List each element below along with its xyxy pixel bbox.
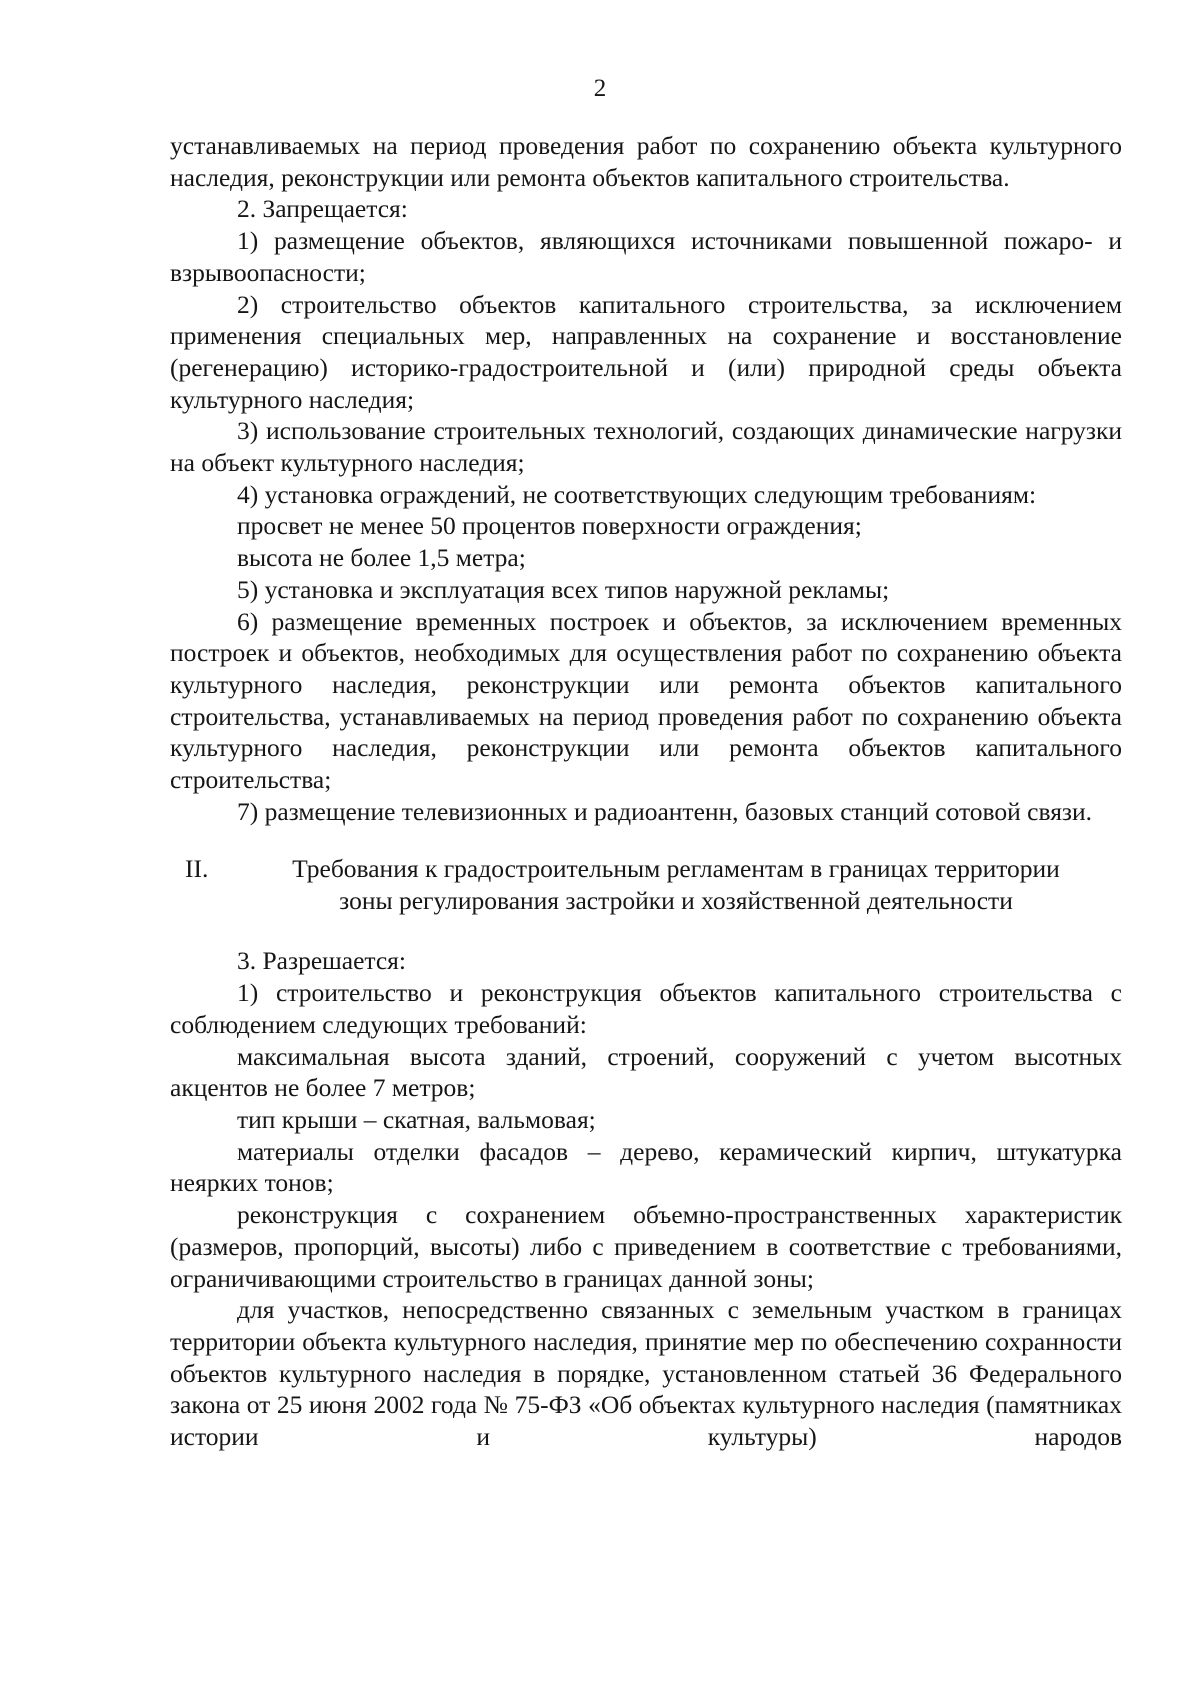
section-title bbox=[246, 853, 1106, 917]
paragraphs-after-section bbox=[170, 945, 1122, 1452]
paragraph-clause-2: 2. Запрещается: bbox=[237, 194, 408, 224]
section-number: II. bbox=[185, 854, 209, 884]
paragraph-2-1: 1) размещение объектов, являющихся источниками повышенной пожаро- и взрывоопасности; bbox=[170, 226, 1122, 287]
paragraph-2-2: 2) строительство объектов капитального строительства, за исключением применения специальных мер, направленных на сохранение и восстановление (регенерацию) историко-градостроительной и (или) природной среды объекта культурного наследия; bbox=[170, 289, 1122, 414]
paragraph-clause-3: 3. Разрешается: bbox=[237, 946, 406, 976]
paragraph-3-1-a: максимальная высота зданий, строений, сооружений с учетом высотных акцентов не более 7 метров; bbox=[170, 1041, 1122, 1103]
paragraph-3-1-c: материалы отделки фасадов – дерево, керамический кирпич, штукатурка неярких тонов; bbox=[170, 1136, 1122, 1198]
section-title-line-2: зоны регулирования застройки и хозяйственной деятельности bbox=[339, 886, 1013, 916]
paragraph-2-4: 4) установка ограждений, не соответствующих следующим требованиям: bbox=[237, 479, 1037, 509]
paragraphs-before-section bbox=[170, 130, 1122, 827]
page-number: 2 bbox=[593, 75, 607, 102]
section-heading bbox=[170, 853, 1122, 917]
paragraph-2-4-a: просвет не менее 50 процентов поверхности ограждения; bbox=[237, 511, 862, 541]
paragraph-2-5: 5) установка и эксплуатация всех типов наружной рекламы; bbox=[237, 574, 890, 604]
document-body bbox=[170, 130, 1122, 1453]
paragraph-3-1: 1) строительство и реконструкция объектов капитального строительства с соблюдением следующих требований: bbox=[170, 978, 1122, 1039]
paragraph-2-3: 3) использование строительных технологий, создающих динамические нагрузки на объект культурного наследия; bbox=[170, 416, 1122, 478]
paragraph-continuation: устанавливаемых на период проведения работ по сохранению объекта культурного наследия, реконструкции или ремонта объектов капитального строительства. bbox=[170, 131, 1122, 192]
section-title-line-1: Требования к градостроительным регламентам в границах территории bbox=[292, 854, 1060, 884]
paragraph-3-1-d: реконструкция с сохранением объемно-пространственных характеристик (размеров, пропорций, высоты) либо с приведением в соответствие с требованиями, ограничивающими строительство в границах данной зоны; bbox=[170, 1200, 1122, 1293]
paragraph-3-1-b: тип крыши – скатная, вальмовая; bbox=[237, 1104, 596, 1134]
paragraph-2-4-b: высота не более 1,5 метра; bbox=[237, 543, 526, 573]
paragraph-3-1-e: для участков, непосредственно связанных с земельным участком в границах территории объекта культурного наследия, принятие мер по обеспечению сохранности объектов культурного наследия в порядке, установленном статьей 36 Федерального закона от 25 июня 2002 года № 75-ФЗ «Об объектах культурного наследия (памятниках истории и культуры) народов bbox=[170, 1295, 1122, 1452]
paragraph-2-7: 7) размещение телевизионных и радиоантенн, базовых станций сотовой связи. bbox=[237, 796, 1093, 826]
paragraph-2-6: 6) размещение временных построек и объектов, за исключением временных построек и объектов, необходимых для осуществления работ по сохранению объекта культурного наследия, реконструкции или ремонта объектов капитального строительства, устанавливаемых на период проведения работ по сохранению объекта культурного наследия, реконструкции или ремонта объектов капитального строительства; bbox=[170, 606, 1122, 795]
